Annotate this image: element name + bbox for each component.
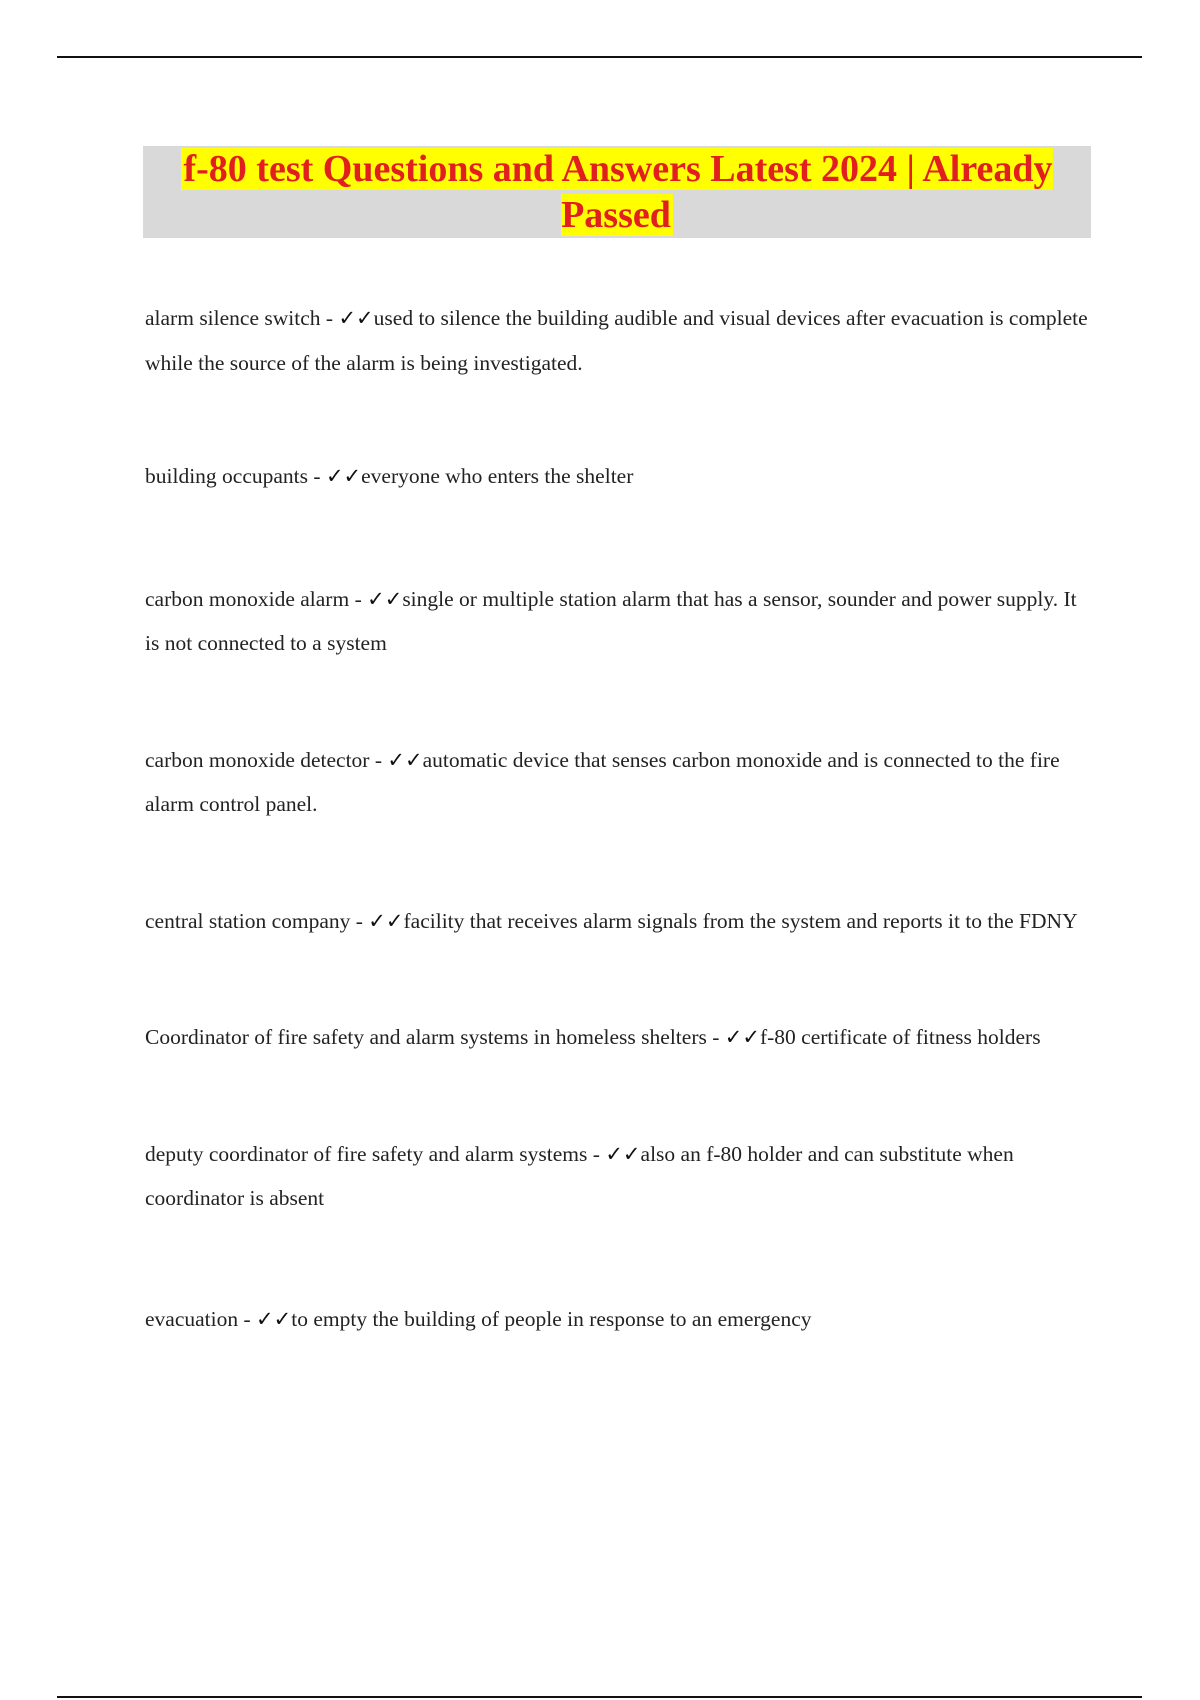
document-title: f-80 test Questions and Answers Latest 2024 | Already Passed <box>183 148 1053 236</box>
entry-separator: - <box>350 908 369 933</box>
document-title-box <box>143 146 1091 238</box>
entry-separator: - <box>238 1306 257 1331</box>
entry-separator: - <box>369 747 388 772</box>
double-check-icon: ✓✓ <box>368 908 404 933</box>
definition-entry <box>145 454 1095 499</box>
entry-term: building occupants <box>145 464 309 488</box>
definition-list <box>145 296 1095 1341</box>
entry-separator: - <box>320 306 339 330</box>
entry-definition: automatic device that senses carbon monoxide and is connected to the fire alarm control panel. <box>145 747 1060 816</box>
entry-term: evacuation <box>145 1306 239 1331</box>
entry-separator: - <box>587 1141 606 1166</box>
definition-entry <box>145 296 1095 385</box>
entry-separator: - <box>308 464 326 488</box>
double-check-icon: ✓✓ <box>338 306 374 330</box>
entry-definition: to empty the building of people in response to an emergency <box>291 1306 812 1331</box>
entry-term: carbon monoxide alarm <box>145 586 350 611</box>
double-check-icon: ✓✓ <box>367 586 403 611</box>
definition-entry <box>145 899 1095 944</box>
entry-definition: f-80 certificate of fitness holders <box>759 1025 1041 1049</box>
top-rule <box>57 56 1142 58</box>
double-check-icon: ✓✓ <box>256 1306 292 1331</box>
entry-definition: also an f-80 holder and can substitute when coordinator is absent <box>145 1141 1014 1210</box>
entry-term: alarm silence switch <box>145 306 321 330</box>
entry-term: Coordinator of fire safety and alarm systems in homeless shelters <box>145 1025 707 1049</box>
entry-term: central station company <box>145 908 351 933</box>
definition-entry <box>145 577 1095 666</box>
entry-definition: single or multiple station alarm that has a sensor, sounder and power supply. It is not connected to a system <box>145 586 1077 655</box>
double-check-icon: ✓✓ <box>325 464 362 488</box>
definition-entry <box>145 738 1095 827</box>
double-check-icon: ✓✓ <box>387 747 423 772</box>
entry-definition: everyone who enters the shelter <box>361 464 634 488</box>
entry-separator: - <box>349 586 368 611</box>
double-check-icon: ✓✓ <box>605 1141 641 1166</box>
entry-definition: facility that receives alarm signals from the system and reports it to the FDNY <box>403 908 1078 933</box>
bottom-rule <box>57 1696 1142 1698</box>
entry-definition: used to silence the building audible and visual devices after evacuation is complete while the source of the alarm is being investigated. <box>145 306 1088 375</box>
definition-entry <box>145 1015 1095 1060</box>
entry-term: carbon monoxide detector <box>145 747 370 772</box>
definition-entry <box>145 1297 1095 1342</box>
definition-entry <box>145 1132 1095 1221</box>
entry-separator: - <box>706 1025 725 1049</box>
double-check-icon: ✓✓ <box>724 1025 760 1049</box>
entry-term: deputy coordinator of fire safety and alarm systems <box>145 1141 588 1166</box>
